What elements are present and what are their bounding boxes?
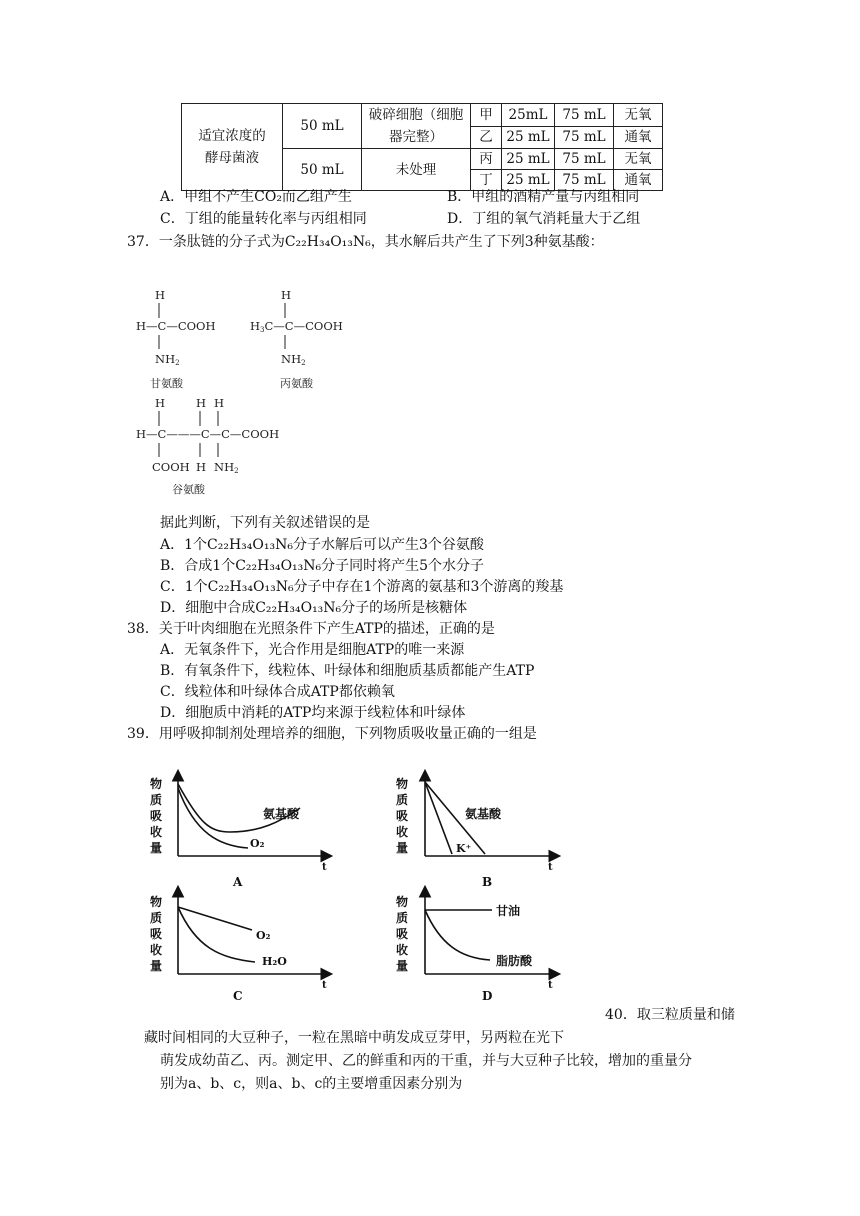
graph-c-xlabel: t [322,980,327,991]
svg-text:H—C—COOH: H—C—COOH [136,319,216,333]
q38-option-a: A．无氧条件下，光合作用是细胞ATP的唯一来源 [160,642,465,658]
graph-a-label: A [233,875,243,889]
q38-option-d: D．细胞质中消耗的ATP均来源于线粒体和叶绿体 [160,705,466,721]
svg-text:H: H [196,396,207,410]
graph-c-ylabel [150,894,163,973]
graph-b-series1: 氨基酸 [465,807,502,821]
q40-line4: 别为a、b、c，则a、b、c的主要增重因素分别为 [160,1076,463,1092]
table-cell-treatment: 未处理 [362,149,471,191]
q37-option-a: A．1个C₂₂H₃₄O₁₃N₆分子水解后可以产生3个谷氨酸 [160,537,484,553]
svg-text:H: H [196,460,207,474]
svg-text:吸: 吸 [396,927,409,941]
q37-stem: 37．一条肽链的分子式为C₂₂H₃₄O₁₃N₆，其水解后共产生了下列3种氨基酸： [127,234,604,250]
svg-text:物: 物 [396,895,409,909]
q36-option-b: B．甲组的酒精产量与丙组相同 [447,189,640,205]
svg-text:量: 量 [150,841,163,855]
table-cell: 25 mL [502,126,555,149]
table-cell-culture: 适宜浓度的酵母菌液 [182,104,283,191]
q40-line3: 萌发成幼苗乙、丙。测定甲、乙的鲜重和丙的干重，并与大豆种子比较，增加的重量分 [160,1053,692,1069]
graph-c-series2: H₂O [262,955,287,968]
q40-line1: 40．取三粒质量和储 [605,1007,735,1023]
svg-text:H: H [214,396,225,410]
q37-option-c: C．1个C₂₂H₃₄O₁₃N₆分子中存在1个游离的氨基和3个游离的羧基 [160,579,564,595]
svg-text:吸: 吸 [396,809,409,823]
table-cell-group: 丙 [471,149,502,170]
table-cell: 通氧 [614,126,663,149]
svg-text:量: 量 [150,959,163,973]
svg-text:H: H [155,288,166,302]
svg-text:H: H [281,288,292,302]
table-cell-treatment: 破碎细胞（细胞器完整） [362,104,471,149]
svg-text:H: H [155,396,166,410]
graph-d-ylabel [396,894,409,973]
q40-line2: 藏时间相同的大豆种子，一粒在黑暗中萌发成豆芽甲，另两粒在光下 [144,1030,564,1046]
table-cell-group: 丁 [471,170,502,191]
graph-c-label: C [233,989,243,1003]
svg-text:NH2: NH2 [214,460,239,475]
table-cell-volume: 50 mL [283,104,362,149]
graph-b-label: B [482,875,493,889]
graph-a-xlabel: t [322,862,327,873]
svg-text:H3C—C—COOH: H3C—C—COOH [250,319,343,334]
svg-text:收: 收 [396,943,409,957]
graph-c-series1: O₂ [256,929,271,942]
table-cell: 25mL [502,104,555,127]
glycine-label: 甘氨酸 [150,377,183,390]
alanine-label: 丙氨酸 [280,377,313,390]
graph-a-series2: O₂ [250,837,265,850]
svg-text:NH2: NH2 [155,352,180,367]
graph-d-series2: 脂肪酸 [496,954,533,968]
q38-option-c: C．线粒体和叶绿体合成ATP都依赖氧 [160,684,395,700]
q36-option-a: A．甲组不产生CO₂而乙组产生 [160,189,352,205]
table-cell: 75 mL [555,149,614,170]
svg-text:质: 质 [396,793,409,807]
svg-text:质: 质 [396,911,409,925]
table-cell: 25 mL [502,170,555,191]
svg-text:物: 物 [150,895,163,909]
svg-text:NH2: NH2 [281,352,306,367]
q39-stem: 39．用呼吸抑制剂处理培养的细胞，下列物质吸收量正确的一组是 [127,726,537,742]
graph-d-series1: 甘油 [496,904,521,918]
graph-a-series1: 氨基酸 [263,807,300,821]
svg-text:吸: 吸 [150,927,163,941]
q36-option-d: D．丁组的氧气消耗量大于乙组 [447,211,641,227]
svg-text:量: 量 [396,959,409,973]
table-cell: 75 mL [555,126,614,149]
table-cell: 无氧 [614,149,663,170]
table-cell: 25 mL [502,149,555,170]
table-cell-volume: 50 mL [283,149,362,191]
table-cell: 通氧 [614,170,663,191]
q38-stem: 38．关于叶肉细胞在光照条件下产生ATP的描述，正确的是 [127,621,495,637]
svg-text:H—C———C—C—COOH: H—C———C—C—COOH [136,427,280,441]
svg-text:吸: 吸 [150,809,163,823]
svg-text:量: 量 [396,841,409,855]
amino-acid-structures [130,285,370,500]
q38-option-b: B．有氧条件下，线粒体、叶绿体和细胞质基质都能产生ATP [160,663,535,679]
svg-text:收: 收 [396,825,409,839]
svg-text:收: 收 [150,943,163,957]
q37-judge: 据此判断，下列有关叙述错误的是 [160,515,370,531]
graph-a-ylabel [150,776,163,855]
svg-text:COOH: COOH [152,460,190,474]
table-cell: 75 mL [555,104,614,127]
graph-b-xlabel: t [548,862,553,873]
q37-option-b: B．合成1个C₂₂H₃₄O₁₃N₆分子同时将产生5个水分子 [160,558,485,574]
graph-b-ylabel [396,776,409,855]
svg-text:质: 质 [150,793,163,807]
graph-d-xlabel: t [548,980,553,991]
svg-text:收: 收 [150,825,163,839]
glutamic-acid-label: 谷氨酸 [172,483,205,496]
experiment-table [181,103,663,191]
q39-graphs [140,764,580,1004]
table-cell-group: 甲 [471,104,502,127]
graph-d-label: D [482,989,493,1003]
svg-text:物: 物 [150,777,163,791]
q37-option-d: D．细胞中合成C₂₂H₃₄O₁₃N₆分子的场所是核糖体 [160,600,468,616]
table-cell: 无氧 [614,104,663,127]
svg-text:物: 物 [396,777,409,791]
q36-option-c: C．丁组的能量转化率与丙组相同 [160,211,367,227]
table-cell: 75 mL [555,170,614,191]
graph-b-series2: K⁺ [456,842,472,855]
table-cell-group: 乙 [471,126,502,149]
svg-text:质: 质 [150,911,163,925]
